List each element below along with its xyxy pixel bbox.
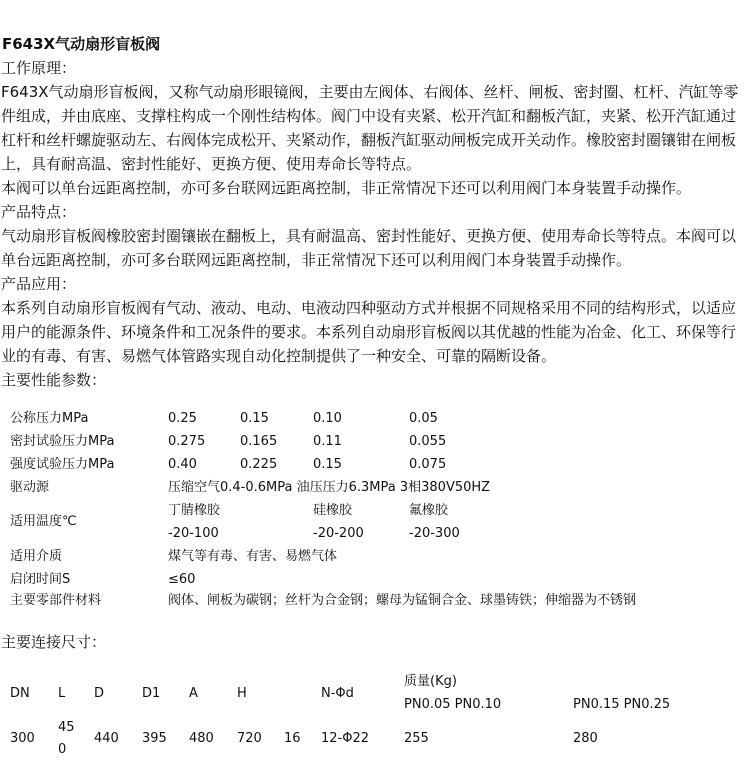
dim-row-nphid: 12-Φ22 bbox=[321, 731, 370, 746]
dim-header-l: L bbox=[58, 686, 66, 701]
param-materials-value: 阀体、闸板为碳钢；丝杆为合金钢；螺母为锰铜合金、球墨铸铁；伸缩器为不锈钢 bbox=[168, 593, 637, 606]
application-body: 本系列自动扇形盲板阀有气动、液动、电动、电液动四种驱动方式并根据不同规格采用不同的结构形式，以适应用户的能源条件、环境条件和工况条件的要求。本系列自动扇形盲板阀以其优越的性能为冶金、化工、环保等行业的有毒、有害、易燃气体管路实现自动化控制提供了一种安全、可靠的隔断设备。 bbox=[1, 299, 737, 365]
principle-body-2: 本阀可以单台远距离控制，亦可多台联网远距离控制，非正常情况下还可以利用阀门本身装置手动操作。 bbox=[1, 179, 692, 197]
page-title: F643X气动扇形盲板阀 bbox=[2, 35, 161, 53]
dim-header-d1: D1 bbox=[142, 686, 161, 701]
features-body: 气动扇形盲板阀橡胶密封圈镶嵌在翻板上，具有耐温高、密封性能好、更换方便、使用寿命长等特点。本阀可以单台远距离控制，亦可多台联网远距离控制，非正常情况下还可以利用阀门本身装置手动操作。 bbox=[1, 227, 737, 269]
param-drive-value: 压缩空气0.4-0.6MPa 油压压力6.3MPa 3相380V50HZ bbox=[168, 480, 491, 495]
param-strength-v4: 0.075 bbox=[409, 457, 447, 472]
principle-heading: 工作原理： bbox=[1, 59, 77, 77]
principle-body: F643X气动扇形盲板阀，又称气动扇形眼镜阀，主要由左阀体、右阀体、丝杆、闸板、密封圈、杠杆、汽缸等零件组成，并由底座、支撑柱构成一个刚性结构体。阀门中设有夹紧、松开汽缸和翻板汽缸，夹紧、松开汽缸通过杠杆和丝杆螺旋驱动左、右阀体完成松开、夹紧动作，翻板汽缸驱动闸板完成开关动作。橡胶密封圈镶钳在闸板上，具有耐高温、密封性能好、更换方便、使用寿命长等特点。 bbox=[1, 83, 739, 173]
dim-row-dn: 300 bbox=[10, 731, 35, 746]
param-strength-v1: 0.40 bbox=[168, 457, 197, 472]
materials-row-clip bbox=[0, 592, 750, 606]
param-temp-m1: 丁腈橡胶 bbox=[168, 503, 221, 518]
dim-row-l-bottom: 0 bbox=[58, 742, 67, 757]
dim-row-l-top: 45 bbox=[58, 720, 75, 735]
param-drive-label: 驱动源 bbox=[10, 480, 50, 495]
param-strength-v2: 0.225 bbox=[240, 457, 278, 472]
application-heading: 产品应用： bbox=[1, 275, 77, 293]
dim-row-a: 480 bbox=[189, 731, 214, 746]
param-medium-label: 适用介质 bbox=[10, 549, 63, 564]
param-seal-v2: 0.165 bbox=[240, 434, 278, 449]
dim-header-nphid: N-Φd bbox=[321, 686, 354, 701]
dim-header-a: A bbox=[189, 686, 198, 701]
dim-row-d1: 395 bbox=[142, 731, 167, 746]
dim-header-pn-low: PN0.05 PN0.10 bbox=[404, 697, 502, 712]
dim-row-weight-high: 280 bbox=[573, 731, 598, 746]
param-nominal-v1: 0.25 bbox=[168, 411, 197, 426]
param-seal-v1: 0.275 bbox=[168, 434, 206, 449]
param-temp-r2: -20-200 bbox=[313, 526, 364, 541]
param-temp-m3: 氟橡胶 bbox=[409, 503, 449, 518]
dim-header-dn: DN bbox=[10, 686, 30, 701]
features-heading: 产品特点： bbox=[1, 203, 77, 221]
param-strength-v3: 0.15 bbox=[313, 457, 342, 472]
param-strength-label: 强度试验压力MPa bbox=[10, 457, 115, 472]
param-nominal-label: 公称压力MPa bbox=[10, 411, 89, 426]
param-temp-m2: 硅橡胶 bbox=[313, 503, 353, 518]
param-nominal-v4: 0.05 bbox=[409, 411, 438, 426]
param-materials-label: 主要零部件材料 bbox=[10, 593, 102, 606]
dim-header-weight: 质量(Kg) bbox=[404, 674, 457, 689]
dim-row-weight-low: 255 bbox=[404, 731, 429, 746]
param-seal-v3: 0.11 bbox=[313, 434, 342, 449]
dim-header-d: D bbox=[94, 686, 105, 701]
param-temp-r3: -20-300 bbox=[409, 526, 460, 541]
param-nominal-v3: 0.10 bbox=[313, 411, 342, 426]
dim-row-d: 440 bbox=[94, 731, 119, 746]
dim-header-h: H bbox=[237, 686, 247, 701]
dim-row-extra: 16 bbox=[284, 731, 301, 746]
param-seal-label: 密封试验压力MPa bbox=[10, 434, 115, 449]
param-nominal-v2: 0.15 bbox=[240, 411, 269, 426]
param-temp-label: 适用温度℃ bbox=[10, 514, 77, 529]
params-heading: 主要性能参数： bbox=[1, 371, 107, 389]
param-opentime-value: ≤60 bbox=[168, 572, 196, 587]
param-temp-r1: -20-100 bbox=[168, 526, 219, 541]
param-opentime-label: 启闭时间S bbox=[10, 572, 71, 587]
param-seal-v4: 0.055 bbox=[409, 434, 447, 449]
dim-header-pn-high: PN0.15 PN0.25 bbox=[573, 697, 671, 712]
dimensions-heading: 主要连接尺寸： bbox=[1, 633, 107, 651]
dim-row-h: 720 bbox=[237, 731, 262, 746]
param-medium-value: 煤气等有毒、有害、易燃气体 bbox=[168, 549, 338, 564]
